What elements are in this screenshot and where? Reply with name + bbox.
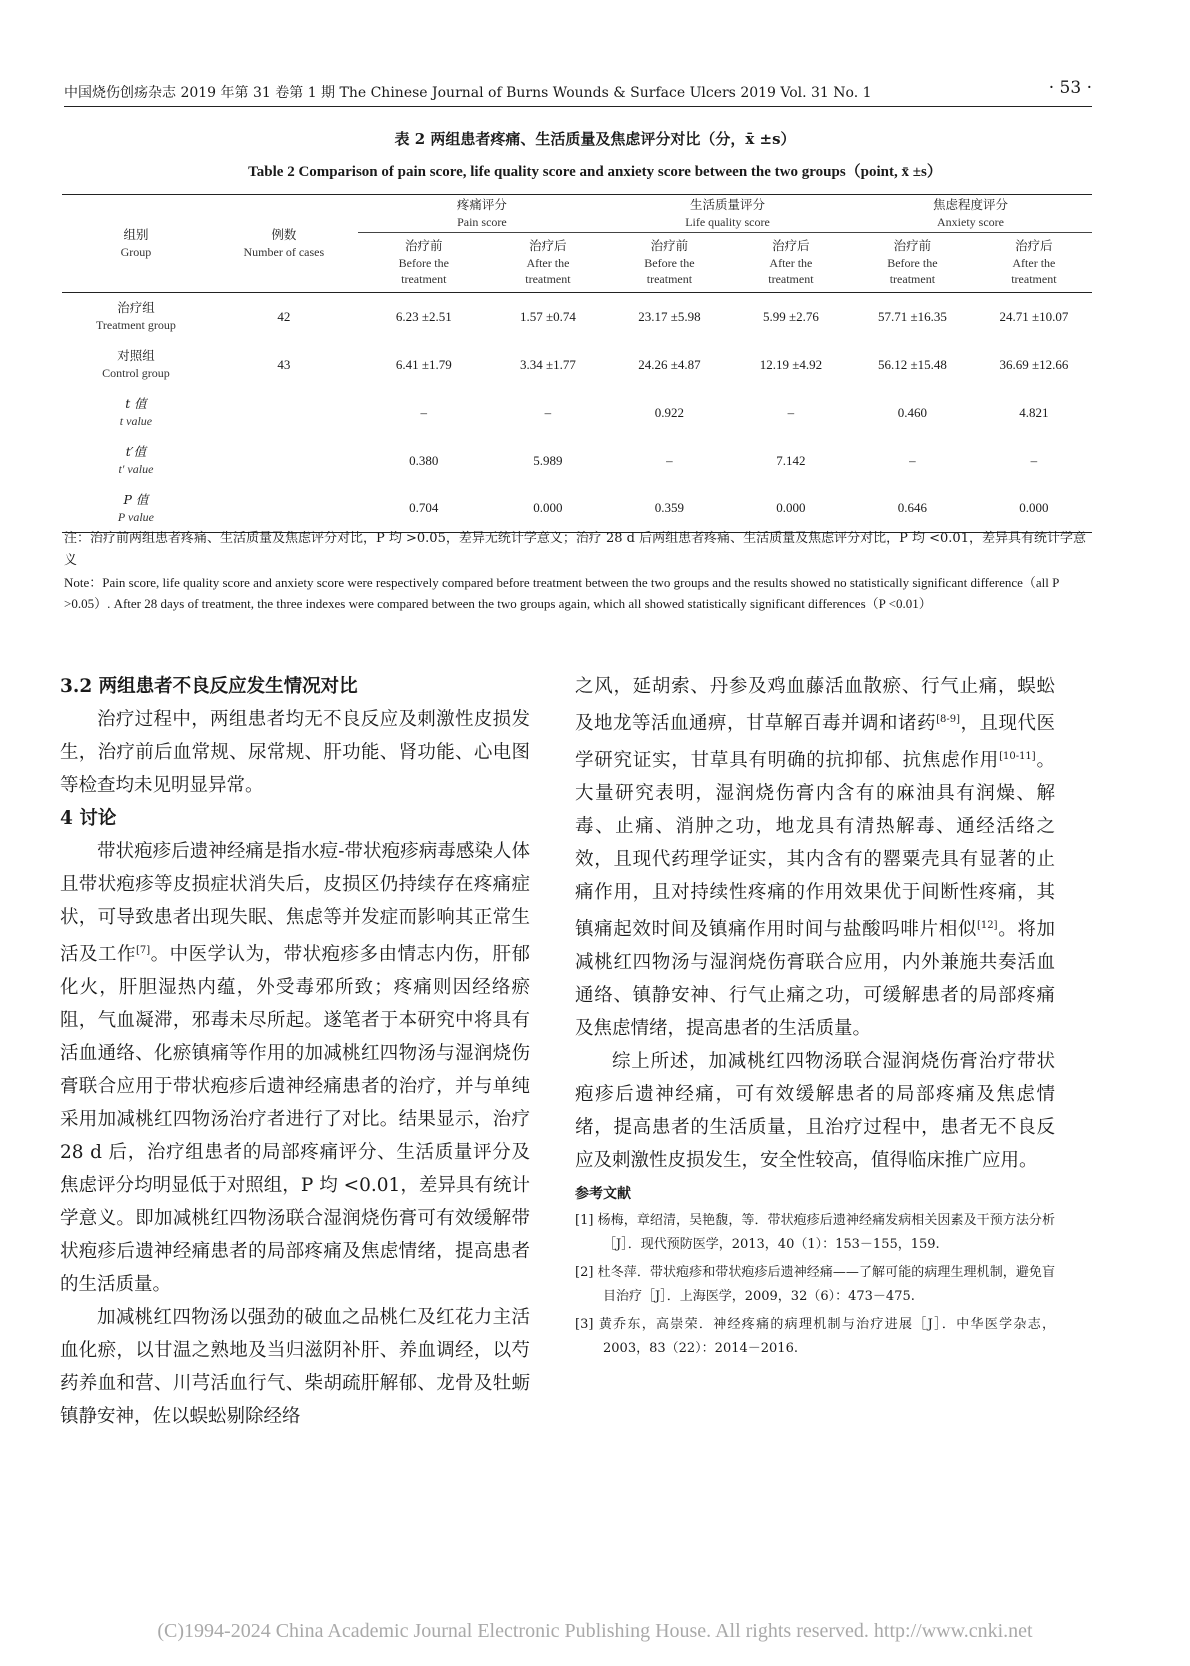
col-cases-header: 例数 Number of cases	[210, 195, 358, 293]
table-row-treatment: 治疗组 Treatment group 42 6.23 ±2.51 1.57 ±0.74 23.17 ±5.98 5.99 ±2.76 57.71 ±16.35 24.71 ±10.07	[96, 300, 1069, 333]
right-column	[575, 670, 1055, 1365]
page-number: · 53 ·	[1048, 78, 1092, 98]
col-group-header: 组别 Group	[62, 195, 210, 293]
table-note-cn: 注：治疗前两组患者疼痛、生活质量及焦虑评分对比，P 均 >0.05，差异无统计学意义；治疗 28 d 后两组患者疼痛、生活质量及焦虑评分对比，P 均 <0.01，差异具有统计学意义	[64, 531, 1086, 568]
journal-line: 中国烧伤创疡杂志 2019 年第 31 卷第 1 期 The Chinese Journal of Burns Wounds & Surface Ulcers 2019 Vol. 31 No. 1	[64, 85, 872, 101]
table-note-en: Note：Pain score, life quality score and anxiety score were respectively compared before treatment between the two groups and the results showed no statistically significant difference（all P >0.05）. After 28 days of treatment, the three indexes were compared between the two groups again, which all showed statistically significant differences（P <0.01）	[64, 575, 1059, 611]
citation: [7]	[135, 945, 151, 956]
table-caption-cn: 表 2 两组患者疼痛、生活质量及焦虑评分对比（分，x̄ ±s）	[394, 130, 796, 148]
life-after-header: 治疗后 After the treatment	[733, 233, 849, 293]
pain-score-header: 疼痛评分 Pain score	[358, 195, 606, 233]
discussion-paragraph-3: 之风，延胡索、丹参及鸡血藤活血散瘀、行气止痛，蜈蚣及地龙等活血通痹，甘草解百毒并调和诸药[8-9]，且现代医学研究证实，甘草具有明确的抗抑郁、抗焦虑作用[10-11]。大量研究表明，湿润烧伤膏内含有的麻油具有润燥、解毒、止痛、消肿之功，地龙具有清热解毒、通经活络之效，且现代药理学证实，其内含有的罂粟壳具有显著的止痛作用，且对持续性疼痛的作用效果优于间断性疼痛，其镇痛起效时间及镇痛作用时间与盐酸吗啡片相似[12]。将加减桃红四物汤与湿润烧伤膏联合应用，内外兼施共奏活血通络、镇静安神、行气止痛之功，可缓解患者的局部疼痛及焦虑情绪，提高患者的生活质量。	[575, 676, 1055, 1040]
references-title: 参考文献	[575, 1186, 631, 1203]
table-caption-en: Table 2 Comparison of pain score, life quality score and anxiety score between the two groups（point, x̄ ±s）	[248, 164, 942, 180]
pain-before-header: 治疗前 Before the treatment	[358, 233, 490, 293]
reference-item: [2] 杜冬萍．带状疱疹和带状疱疹后遗神经痛——了解可能的病理生理机制，避免盲目治疗［J］．上海医学，2009，32（6）：473－475.	[575, 1265, 1055, 1305]
section-4-title: 4 讨论	[60, 808, 117, 829]
conclusion-paragraph: 综上所述，加减桃红四物汤联合湿润烧伤膏治疗带状疱疹后遗神经痛，可有效缓解患者的局部疼痛及焦虑情绪，提高患者的生活质量，且治疗过程中，患者无不良反应及刺激性皮损发生，安全性较高，值得临床推广应用。	[575, 1051, 1055, 1172]
table-row-t-value: t 值 t value – – 0.922 – 0.460 4.821	[119, 395, 1049, 428]
table-row-t-prime-value: t′值 t′ value 0.380 5.989 – 7.142 – –	[118, 443, 1038, 476]
anxiety-score-header: 焦虑程度评分 Anxiety score	[849, 195, 1092, 233]
comparison-table	[62, 194, 1092, 533]
section-3-2-paragraph: 治疗过程中，两组患者均无不良反应及刺激性皮损发生，治疗前后血常规、尿常规、肝功能、肾功能、心电图等检查均未见明显异常。	[60, 709, 530, 796]
pain-after-header: 治疗后 After the treatment	[490, 233, 606, 293]
discussion-paragraph-1: 带状疱疹后遗神经痛是指水痘-带状疱疹病毒感染人体且带状疱疹等皮损症状消失后，皮损区仍持续存在疼痛症状，可导致患者出现失眠、焦虑等并发症而影响其正常生活及工作[7]。中医学认为，带状疱疹多由情志内伤，肝郁化火，肝胆湿热内蕴，外受毒邪所致；疼痛则因经络瘀阻，气血凝滞，邪毒未尽所起。遂笔者于本研究中将具有活血通络、化瘀镇痛等作用的加减桃红四物汤与湿润烧伤膏联合应用于带状疱疹后遗神经痛患者的治疗，并与单纯采用加减桃红四物汤治疗者进行了对比。结果显示，治疗 28 d 后，治疗组患者的局部疼痛评分、生活质量评分及焦虑评分均明显低于对照组，P 均 <0.01，差异具有统计学意义。即加减桃红四物汤联合湿润烧伤膏可有效缓解带状疱疹后遗神经痛患者的局部疼痛及焦虑情绪，提高患者的生活质量。	[60, 841, 530, 1296]
table-row-control: 对照组 Control group 43 6.41 ±1.79 3.34 ±1.77 24.26 ±4.87 12.19 ±4.92 56.12 ±15.48 36.69 ±12.66	[102, 347, 1069, 380]
copyright-footer: (C)1994-2024 China Academic Journal Electronic Publishing House. All rights reserved. http://www.cnki.net	[157, 1620, 1033, 1642]
anx-before-header: 治疗前 Before the treatment	[849, 233, 976, 293]
table-row-p-value: P 值 P value 0.704 0.000 0.359 0.000 0.646 0.000	[62, 485, 1092, 533]
left-column	[60, 670, 530, 1433]
life-quality-header: 生活质量评分 Life quality score	[606, 195, 849, 233]
citation: [12]	[977, 920, 998, 932]
running-header	[64, 76, 1092, 107]
life-before-header: 治疗前 Before the treatment	[606, 233, 733, 293]
section-3-2-title: 3.2 两组患者不良反应发生情况对比	[60, 676, 358, 697]
discussion-paragraph-2: 加减桃红四物汤以强劲的破血之品桃仁及红花力主活血化瘀，以甘温之熟地及当归滋阴补肝、养血调经，以芍药养血和营、川芎活血行气、柴胡疏肝解郁、龙骨及牡蛎镇静安神，佐以蜈蚣剔除经络	[60, 1307, 530, 1428]
anx-after-header: 治疗后 After the treatment	[976, 233, 1092, 293]
reference-item: [3] 黄乔东，高崇荣．神经疼痛的病理机制与治疗进展［J］．中华医学杂志，2003，83（22）：2014－2016.	[575, 1317, 1055, 1357]
citation: [8-9]	[936, 714, 960, 725]
citation: [10-11]	[999, 751, 1036, 763]
reference-item: [1] 杨梅，章绍清，吴艳馥，等．带状疱疹后遗神经痛发病相关因素及干预方法分析［J］．现代预防医学，2013，40（1）：153－155，159.	[575, 1213, 1055, 1253]
